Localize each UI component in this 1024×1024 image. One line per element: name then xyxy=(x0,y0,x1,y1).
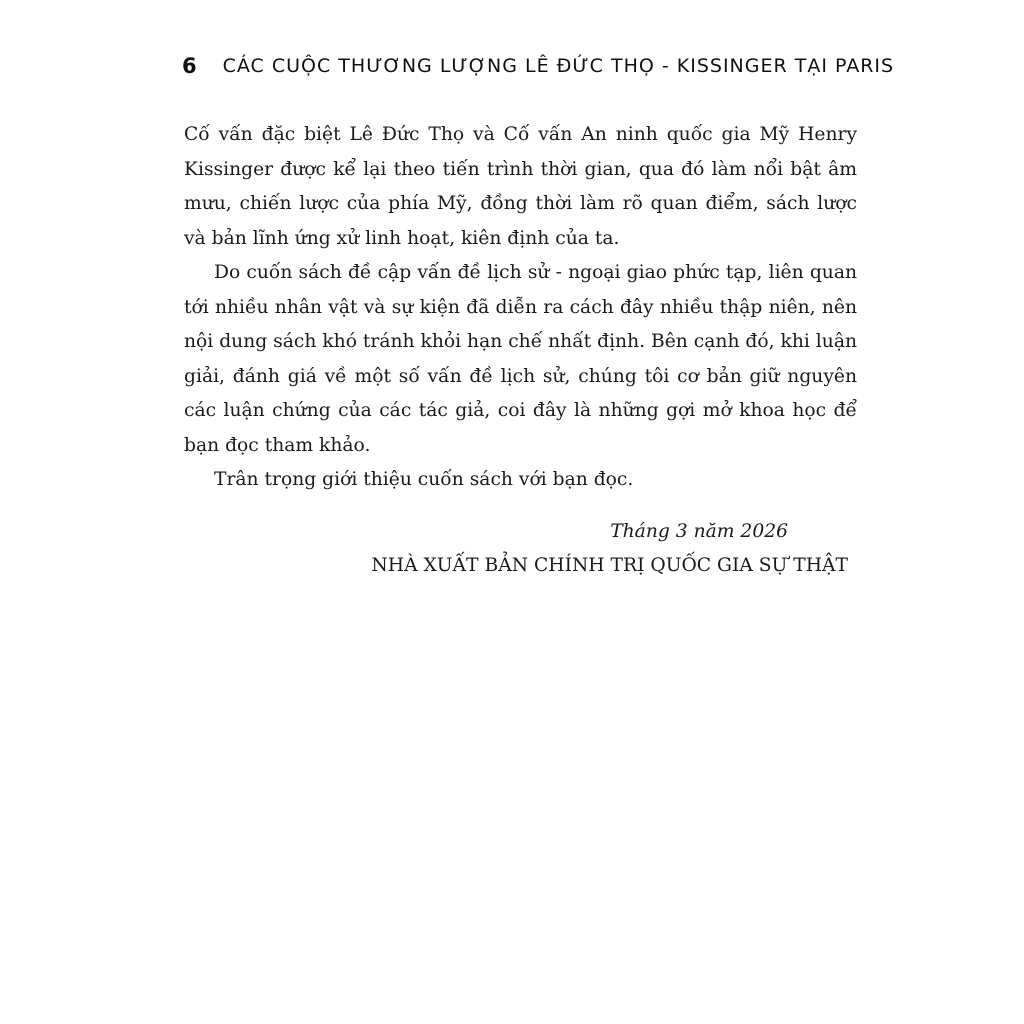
paragraph xyxy=(184,463,857,498)
text-line: Trân trọng giới thiệu cuốn sách với bạn đọc. xyxy=(214,469,634,490)
text-line: các luận chứng của các tác giả, coi đây là những gợi mở khoa học để xyxy=(184,400,857,421)
paragraph xyxy=(184,256,857,463)
text-line: giải, đánh giá về một số vấn đề lịch sử, chúng tôi cơ bản giữ nguyên xyxy=(184,365,857,387)
text-line: Do cuốn sách đề cập vấn đề lịch sử - ngoại giao phức tạp, liên quan xyxy=(214,262,857,283)
signature-block xyxy=(248,515,848,583)
text-line: nội dung sách khó tránh khỏi hạn chế nhất định. Bên cạnh đó, khi luận xyxy=(184,331,857,352)
text-line: mưu, chiến lược của phía Mỹ, đồng thời làm rõ quan điểm, sách lược xyxy=(184,193,857,214)
page-number: 6 xyxy=(182,54,197,78)
publisher-name: NHÀ XUẤT BẢN CHÍNH TRỊ QUỐC GIA SỰ THẬT xyxy=(371,555,848,576)
running-header xyxy=(182,50,895,82)
signature-date: Tháng 3 năm 2026 xyxy=(610,521,788,542)
paragraph xyxy=(184,118,857,256)
text-line: Cố vấn đặc biệt Lê Đức Thọ và Cố vấn An ninh quốc gia Mỹ Henry xyxy=(184,124,857,145)
text-line: Kissinger được kể lại theo tiến trình thời gian, qua đó làm nổi bật âm xyxy=(184,158,857,180)
running-title: CÁC CUỘC THƯƠNG LƯỢNG LÊ ĐỨC THỌ - KISSINGER TẠI PARIS xyxy=(222,55,895,77)
text-line: bạn đọc tham khảo. xyxy=(184,434,371,456)
text-line: tới nhiều nhân vật và sự kiện đã diễn ra cách đây nhiều thập niên, nên xyxy=(184,296,857,318)
text-line: và bản lĩnh ứng xử linh hoạt, kiên định của ta. xyxy=(184,227,620,249)
body-text xyxy=(184,118,857,498)
